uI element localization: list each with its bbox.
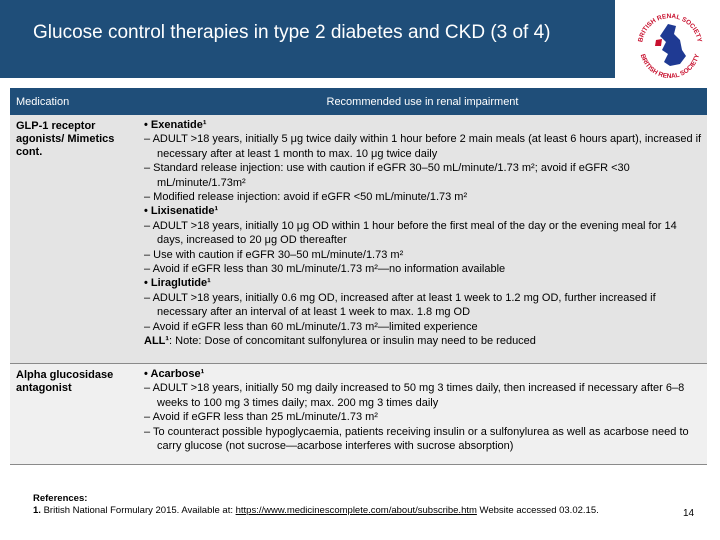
dosing-note: – Modified release injection: avoid if eGFR <50 mL/minute/1.73 m²: [144, 191, 468, 204]
reference-accessed: Website accessed 03.02.15.: [476, 505, 599, 516]
renal-dosing-table: [10, 88, 707, 465]
logo-bottom-text: BRITISH RENAL SOCIETY: [638, 53, 702, 81]
page-number: 14: [683, 508, 695, 519]
header-medication: Medication: [16, 95, 70, 108]
reference-text: British National Formulary 2015. Available at:: [40, 505, 236, 516]
drug-name: • Exenatide¹: [144, 119, 207, 131]
slide-title: Glucose control therapies in type 2 diabetes and CKD (3 of 4): [33, 22, 551, 43]
logo-top-text: BRITISH RENAL SOCIETY: [637, 12, 703, 43]
recommendation-cell: [138, 115, 707, 363]
dosing-note: – ADULT >18 years, initially 0.6 mg OD, increased after at least 1 week to 1.2 mg OD, further increased if necessary after an interval of at least 1 week to max. 1.8 mg OD: [144, 291, 656, 319]
dosing-note: – To counteract possible hypoglycaemia, patients receiving insulin or a sulfonylurea as well as acarbose need to carry glucose (not sucrose—acarbose interferes with sucrose absorption): [144, 425, 689, 453]
table-header: [10, 88, 707, 115]
dosing-note: – Standard release injection: use with caution if eGFR 30–50 mL/minute/1.73 m²; avoid if eGFR <30 mL/minute/1.73m²: [144, 162, 630, 189]
all-label: ALL¹: [144, 335, 170, 348]
drug-name: • Acarbose¹: [144, 368, 205, 380]
reference-link[interactable]: https://www.medicinescomplete.com/about/subscribe.htm: [235, 505, 477, 516]
dosing-note: – ADULT >18 years, initially 10 μg OD within 1 hour before the first meal of the day or the evening meal for 14 days, increased to 20 μg OD thereafter: [144, 219, 677, 247]
dosing-note: – ADULT >18 years, initially 5 μg twice daily within 1 hour before 2 main meals (at least 6 hours apart), increased if necessary after at least 1 month to max. 10 μg twice daily: [144, 133, 702, 160]
table-row: [10, 364, 707, 465]
reference-item: [33, 505, 653, 517]
drug-name: • Liraglutide¹: [144, 277, 211, 290]
recommendation-cell: [138, 364, 707, 464]
uk-map-icon: [660, 24, 686, 66]
medication-cell: Alpha glucosidase antagonist: [16, 369, 114, 394]
header-recommended-use: Recommended use in renal impairment: [326, 95, 519, 108]
all-note: [144, 334, 705, 348]
british-renal-society-logo: [630, 6, 710, 86]
dosing-note: – Use with caution if eGFR 30–50 mL/minute/1.73 m²: [144, 248, 404, 261]
table-row: [10, 115, 707, 364]
dosing-note: – Avoid if eGFR less than 60 mL/minute/1.73 m²—limited experience: [144, 320, 478, 333]
all-note-text: : Note: Dose of concomitant sulfonylurea or insulin may need to be reduced: [169, 335, 536, 348]
reference-number: 1.: [33, 505, 41, 516]
dosing-note: – Avoid if eGFR less than 25 mL/minute/1.73 m²: [144, 411, 378, 424]
references-heading: References:: [33, 493, 88, 504]
references: [33, 493, 653, 517]
dosing-note: – Avoid if eGFR less than 30 mL/minute/1.73 m²—no information available: [144, 263, 506, 276]
medication-cell: GLP-1 receptor agonists/ Mimetics cont.: [16, 120, 115, 158]
dosing-note: – ADULT >18 years, initially 50 mg daily increased to 50 mg 3 times daily, then increased if necessary after 6–8 weeks to 100 mg 3 times daily; max. 200 mg 3 times daily: [144, 382, 685, 409]
drug-name: • Lixisenatide¹: [144, 205, 219, 218]
